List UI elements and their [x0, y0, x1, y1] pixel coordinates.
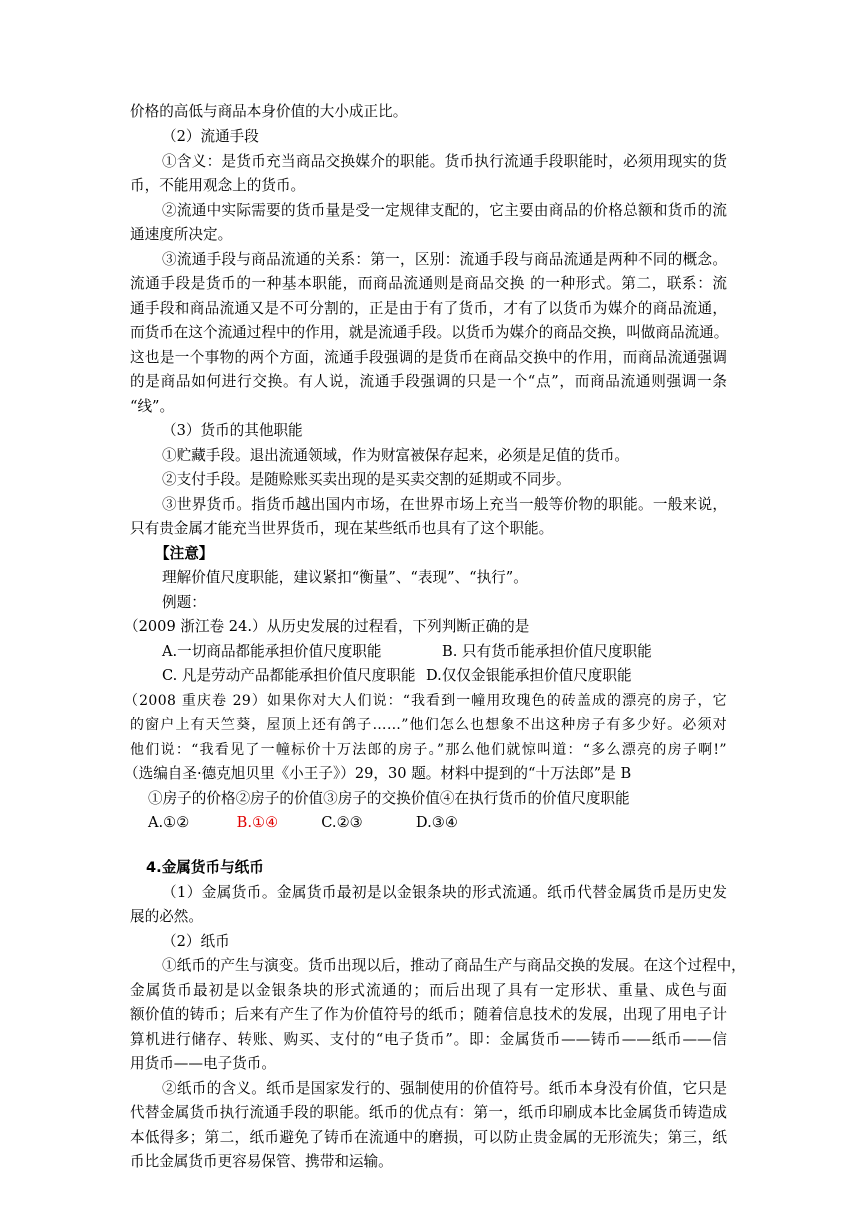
- text-line: 通手段和商品流通又是不可分割的，正是由于有了货币，才有了以货币为媒介的商品流通，: [130, 300, 727, 317]
- subsection-heading: （2）流通手段: [162, 128, 259, 145]
- option-c: C. 凡是劳动产品都能承担价值尺度职能: [162, 667, 416, 684]
- note-heading: 【注意】: [155, 545, 214, 562]
- option-d: D.仅仅金银能承担价值尺度职能: [426, 667, 632, 684]
- option-a: A.一切商品都能承担价值尺度职能: [162, 643, 382, 660]
- option-b-correct: B.①④: [236, 814, 279, 831]
- text-line: 代替金属货币执行流通手段的职能。纸币的优点有：第一，纸币印刷成本比金属货币铸造成: [130, 1104, 727, 1121]
- question-stem: 的窗户上有天竺葵，屋顶上还有鸽子……”他们怎么也想象不出这种房子有多少好。必须对: [130, 717, 727, 733]
- text-line: 币比金属货币更容易保管、携带和运输。: [130, 1153, 393, 1170]
- text-line: 用货币——电子货币。: [130, 1055, 276, 1072]
- text-line: ②流通中实际需要的货币量是受一定规律支配的，它主要由商品的价格总额和货币的流: [162, 202, 727, 219]
- text-line: ②支付手段。是随赊账买卖出现的是买卖交割的延期或不同步。: [162, 471, 571, 488]
- text-line: 算机进行储存、转账、购买、支付的“电子货币”。即：金属货币——铸币——纸币——信: [130, 1031, 727, 1048]
- option-d: D.③④: [415, 814, 458, 831]
- option-b: B. 只有货币能承担价值尺度职能: [442, 643, 652, 660]
- question-stem: （选编自圣·德克旭贝里《小王子》）29，30 题。材料中提到的“十万法郎”是 B: [124, 765, 632, 782]
- example-label: 例题：: [162, 594, 206, 611]
- section-heading: 4.金属货币与纸币: [146, 859, 264, 876]
- option-a: A.①②: [148, 814, 190, 831]
- text-line: ①含义：是货币充当商品交换媒介的职能。货币执行流通手段职能时，必须用现实的货: [162, 153, 727, 170]
- text-line: 本低得多；第二，纸币避免了铸币在流通中的磨损，可以防止贵金属的无形流失；第三，纸: [130, 1129, 727, 1146]
- text-line: 金属货币最初是以金银条块的形式流通的；而后出现了具有一定形状、重量、成色与面: [130, 982, 727, 999]
- text-line: 的是商品如何进行交换。有人说，流通手段强调的只是一个“点”，而商品流通则强调一条: [130, 373, 727, 390]
- question-stem: 他们说：“我看见了一幢标价十万法郎的房子。”那么他们就惊叫道：“多么漂亮的房子啊!”: [130, 742, 727, 758]
- text-line: 而货币在这个流通过程中的作用，就是流通手段。以货币为媒介的商品交换，叫做商品流通。: [130, 324, 729, 341]
- text-line: ③流通手段与商品流通的关系：第一，区别：流通手段与商品流通是两种不同的概念。: [162, 251, 727, 268]
- text-line: ②纸币的含义。纸币是国家发行的、强制使用的价值符号。纸币本身没有价值，它只是: [162, 1080, 727, 1097]
- text-line: （1）金属货币。金属货币最初是以金银条块的形式流通。纸币代替金属货币是历史发: [162, 884, 727, 901]
- question-stem: （2009 浙江卷 24.）从历史发展的过程看，下列判断正确的是: [124, 618, 530, 635]
- text-line: 币，不能用观念上的货币。: [130, 177, 306, 194]
- text-line: 展的必然。: [130, 908, 203, 925]
- question-stem: （2008 重庆卷 29）如果你对大人们说：“我看到一幢用玫瑰色的砖盖成的漂亮的房子，它: [124, 693, 727, 709]
- question-choices: ①房子的价格②房子的价值③房子的交换价值④在执行货币的价值尺度职能: [148, 790, 630, 807]
- option-c: C.②③: [321, 814, 363, 831]
- subsection-heading: （3）货币的其他职能: [162, 422, 303, 439]
- text-line: ③世界货币。指货币越出国内市场，在世界市场上充当一般等价物的职能。一般来说，: [162, 496, 727, 513]
- text-line: 理解价值尺度职能，建议紧扣“衡量”、“表现”、“执行”。: [162, 569, 528, 586]
- text-line: 额价值的铸币；后来有产生了作为价值符号的纸币；随着信息技术的发展，出现了用电子计: [130, 1006, 727, 1023]
- text-line: 这也是一个事物的两个方面，流通手段强调的是货币在商品交换中的作用，而商品流通强调: [130, 349, 727, 366]
- subsection-heading: （2）纸币: [162, 933, 230, 950]
- text-line: “线”。: [130, 398, 175, 415]
- text-line: 只有贵金属才能充当世界货币，现在某些纸币也具有了这个职能。: [130, 520, 554, 537]
- text-line: 通速度所决定。: [130, 226, 233, 243]
- answer-options: [148, 812, 458, 834]
- text-line: 价格的高低与商品本身价值的大小成正比。: [130, 103, 408, 120]
- text-line: 流通手段是货币的一种基本职能，而商品流通则是商品交换 的一种形式。第二，联系：流: [130, 275, 727, 292]
- text-line: ①纸币的产生与演变。货币出现以后，推动了商品生产与商品交换的发展。在这个过程中，: [162, 957, 746, 974]
- text-line: ①贮藏手段。退出流通领域，作为财富被保存起来，必须是足值的货币。: [162, 447, 630, 464]
